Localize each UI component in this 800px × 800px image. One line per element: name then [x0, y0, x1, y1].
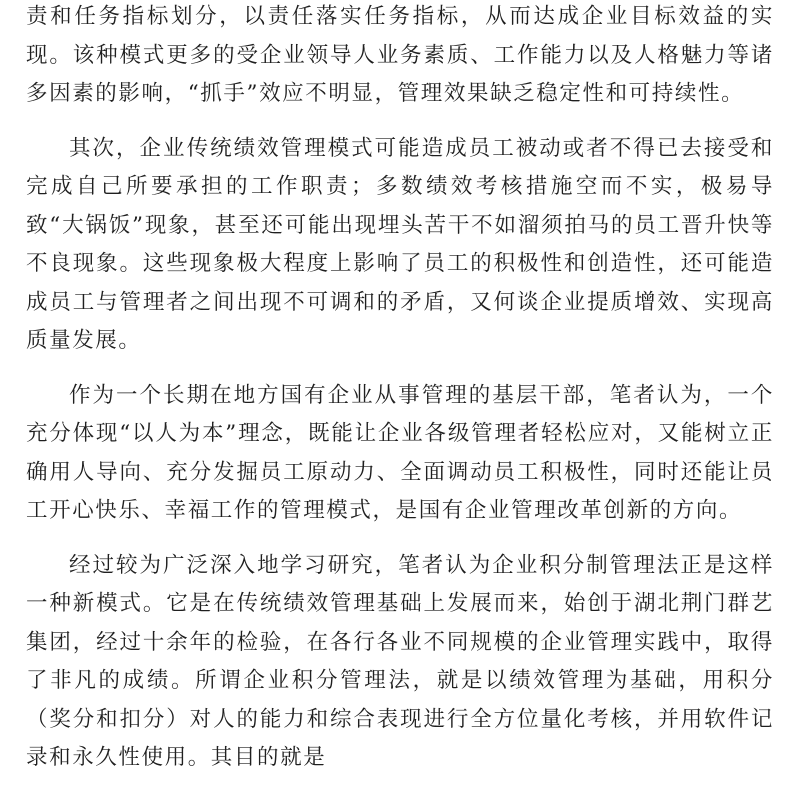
paragraph-author-view: 作为一个长期在地方国有企业从事管理的基层干部，笔者认为，一个充分体现“以人为本”理念，既能让企业各级管理者轻松应对，又能树立正确用人导向、充分发掘员工原动力、全面调动员工积极性，同时还能让员工开心快乐、幸福工作的管理模式，是国有企业管理改革创新的方向。: [26, 382, 774, 523]
paragraph-continuation: 责和任务指标划分，以责任落实任务指标，从而达成企业目标效益的实现。该种模式更多的受企业领导人业务素质、工作能力以及人格魅力等诸多因素的影响，“抓手”效应不明显，管理效果缺乏稳定性和可持续性。: [26, 4, 774, 106]
paragraph-secondly: 其次，企业传统绩效管理模式可能造成员工被动或者不得已去接受和完成自己所要承担的工作职责；多数绩效考核措施空而不实，极易导致“大锅饭”现象，甚至还可能出现埋头苦干不如溜须拍马的员工晋升快等不良现象。这些现象极大程度上影响了员工的积极性和创造性，还可能造成员工与管理者之间出现不可调和的矛盾，又何谈企业提质增效、实现高质量发展。: [26, 135, 774, 353]
paragraph-points-system: 经过较为广泛深入地学习研究，笔者认为企业积分制管理法正是这样一种新模式。它是在传统绩效管理基础上发展而来，始创于湖北荆门群艺集团，经过十余年的检验，在各行各业不同规模的企业管理实践中，取得了非凡的成绩。所谓企业积分管理法，就是以绩效管理为基础，用积分（奖分和扣分）对人的能力和综合表现进行全方位量化考核，并用软件记录和永久性使用。其目的就是: [26, 552, 774, 770]
document-page: [26, 0, 774, 778]
